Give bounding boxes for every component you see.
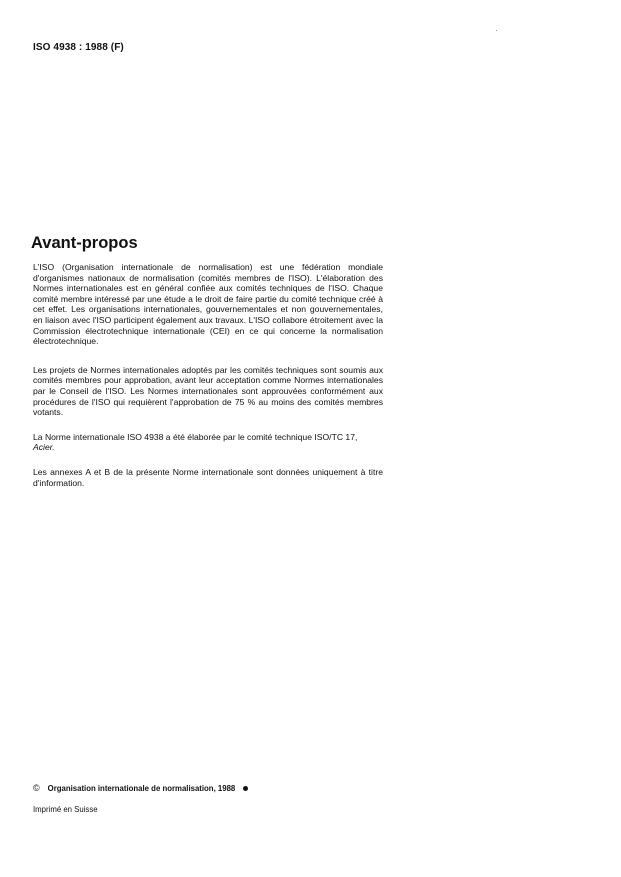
- copyright-symbol: ©: [33, 783, 40, 793]
- section-title: Avant-propos: [31, 234, 138, 252]
- copyright-line: [33, 783, 248, 793]
- document-reference: ISO 4938 : 1988 (F): [33, 42, 124, 53]
- committee-name: Acier.: [33, 442, 55, 453]
- paragraph-approval: Les projets de Normes internationales adoptés par les comités techniques sont soumis aux comités membres pour approbation, avant leur acceptation comme Normes internationales par le Conseil de l'ISO. Les Normes internationales sont approuvées conformément aux procédures de l'ISO qui requièrent l'approbation de 75 % au moins des comités membres votants.: [33, 364, 383, 418]
- printed-in: Imprimé en Suisse: [33, 805, 98, 814]
- committee-sentence: La Norme internationale ISO 4938 a été élaborée par le comité technique ISO/TC 17,: [33, 431, 358, 442]
- copyright-text: Organisation internationale de normalisation, 1988: [47, 784, 236, 793]
- bullet-icon: [243, 786, 248, 791]
- paragraph-iso-intro: L'ISO (Organisation internationale de normalisation) est une fédération mondiale d'organismes nationaux de normalisation (comités membres de l'ISO). L'élaboration des Normes internationales est en général confiée aux comités techniques de l'ISO. Chaque comité membre intéressé par une étude a le droit de faire partie du comité technique créé à cet effet. Les organisations internationales, gouvernementales et non gouvernementales, en liaison avec l'ISO participent également aux travaux. L'ISO collabore étroitement avec la Commission électrotechnique internationale (CEI) en ce qui concerne la normalisation électrotechnique.: [33, 262, 383, 347]
- scan-speck: [496, 30, 497, 31]
- paragraph-committee: [33, 432, 383, 453]
- foreword-body: [33, 262, 383, 502]
- paragraph-annexes: Les annexes A et B de la présente Norme internationale sont données uniquement à titre d'information.: [33, 466, 383, 488]
